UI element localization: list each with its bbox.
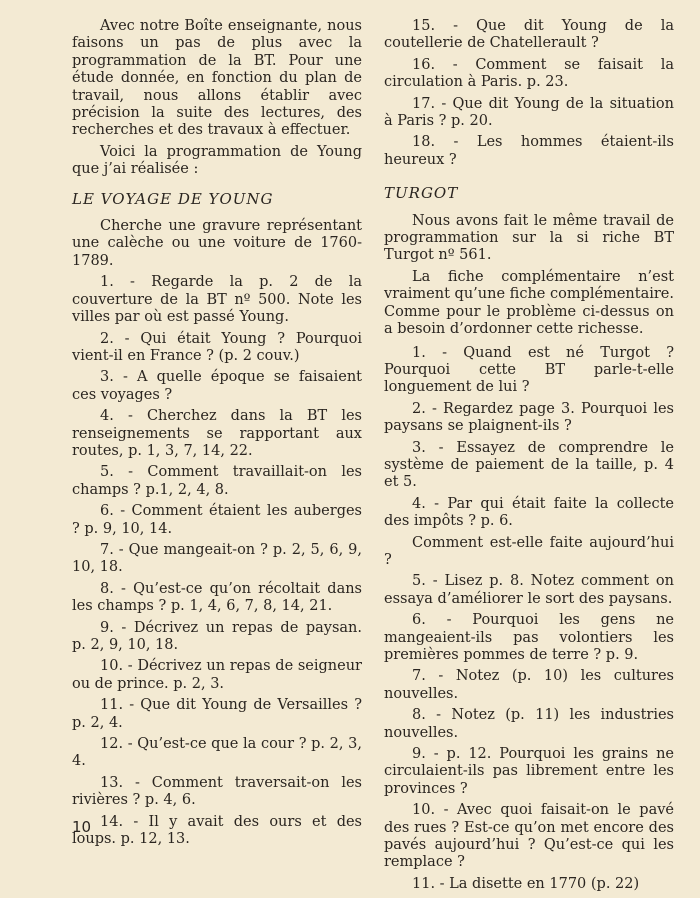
list-item: 3. - Essayez de comprendre le système de paiement de la taille, p. 4 et 5. [384,439,674,491]
body-paragraph: Nous avons fait le même travail de programmation sur la si riche BT Turgot nº 561. [384,212,674,264]
left-column [72,18,362,852]
right-column [384,18,674,897]
body-paragraph: La fiche complémentaire n’est vraiment qu’une fiche complémentaire. Comme pour le problème ci-dessus on a besoin d’ordonner cette richesse. [384,268,674,338]
list-item: 7. - Notez (p. 10) les cultures nouvelles. [384,668,674,702]
list-item: 11. - La disette en 1770 (p. 22) [412,875,640,892]
list-item: 9. - Décrivez un repas de paysan. p. 2, 9, 10, 18. [72,619,362,653]
list-item: 5. - Comment travaillait-on les champs ? p.1, 2, 4, 8. [72,464,362,498]
page-number: 10 [72,818,92,836]
list-item: Comment est-elle faite aujourd’hui ? [384,534,674,568]
list-item: 16. - Comment se faisait la circulation à Paris. p. 23. [384,56,674,91]
list-item: 7. - Que mangeait-on ? p. 2, 5, 6, 9, 10, 18. [72,541,362,576]
list-item: 13. - Comment traversait-on les rivières ? p. 4, 6. [72,774,362,809]
section-heading-young: LE VOYAGE DE YOUNG [72,189,274,208]
list-item: 12. - Qu’est-ce que la cour ? p. 2, 3, 4. [72,736,362,770]
intro-paragraph: Avec notre Boîte enseignante, nous faisons un pas de plus avec la programmation de la BT. Pour une étude donnée, en fonction du plan de travail, nous allons établir avec précision la suite des lectures, des recherches et des travaux à effectuer. [72,18,362,139]
list-item: 1. - Regarde la p. 2 de la couverture de la BT nº 500. Note les villes par où est passé Young. [72,274,362,326]
list-item: 4. - Cherchez dans la BT les renseignements se rapportant aux routes, p. 1, 3, 7, 14, 22. [72,408,362,459]
list-item: 17. - Que dit Young de la situation à Paris ? p. 20. [384,95,674,130]
list-item: 8. - Qu’est-ce qu’on récoltait dans les champs ? p. 1, 4, 6, 7, 8, 14, 21. [72,580,362,615]
list-item: 1. - Quand est né Turgot ? Pourquoi cette BT parle-t-elle longuement de lui ? [384,344,674,396]
list-item: 8. - Notez (p. 11) les industries nouvelles. [384,707,674,741]
list-item: 3. - A quelle époque se faisaient ces voyages ? [72,369,362,403]
list-item: 11. - Que dit Young de Versailles ? p. 2, 4. [72,697,362,731]
list-item: 6. - Comment étaient les auberges ? p. 9, 10, 14. [72,503,362,537]
list-item: 10. - Décrivez un repas de seigneur ou de prince. p. 2, 3. [72,658,362,692]
list-item: 2. - Regardez page 3. Pourquoi les paysans se plaignent-ils ? [384,400,674,435]
list-item: 9. - p. 12. Pourquoi les grains ne circulaient-ils pas librement entre les provinces ? [384,746,674,797]
intro-paragraph: Voici la programmation de Young que j’ai réalisée : [72,143,362,178]
list-item: 15. - Que dit Young de la coutellerie de Chatellerault ? [384,18,674,52]
section-heading-turgot: TURGOT [384,184,459,203]
list-item: 4. - Par qui était faite la collecte des impôts ? p. 6. [384,495,674,530]
list-item: 6. - Pourquoi les gens ne mangeaient-ils pas volontiers les premières pommes de terre ? p. 9. [384,612,674,663]
list-item: 14. - Il y avait des ours et des loups. p. 12, 13. [72,813,362,848]
list-item: 2. - Qui était Young ? Pourquoi vient-il en France ? (p. 2 couv.) [72,330,362,364]
list-item: 5. - Lisez p. 8. Notez comment on essaya d’améliorer le sort des paysans. [384,573,674,607]
list-item: 10. - Avec quoi faisait-on le pavé des rues ? Est-ce qu’on met encore des pavés aujourd’hui ? Qu’est-ce qui les remplace ? [384,802,674,871]
list-item: 18. - Les hommes étaient-ils heureux ? [384,134,674,168]
lead-paragraph: Cherche une gravure représentant une calèche ou une voiture de 1760-1789. [72,218,362,269]
